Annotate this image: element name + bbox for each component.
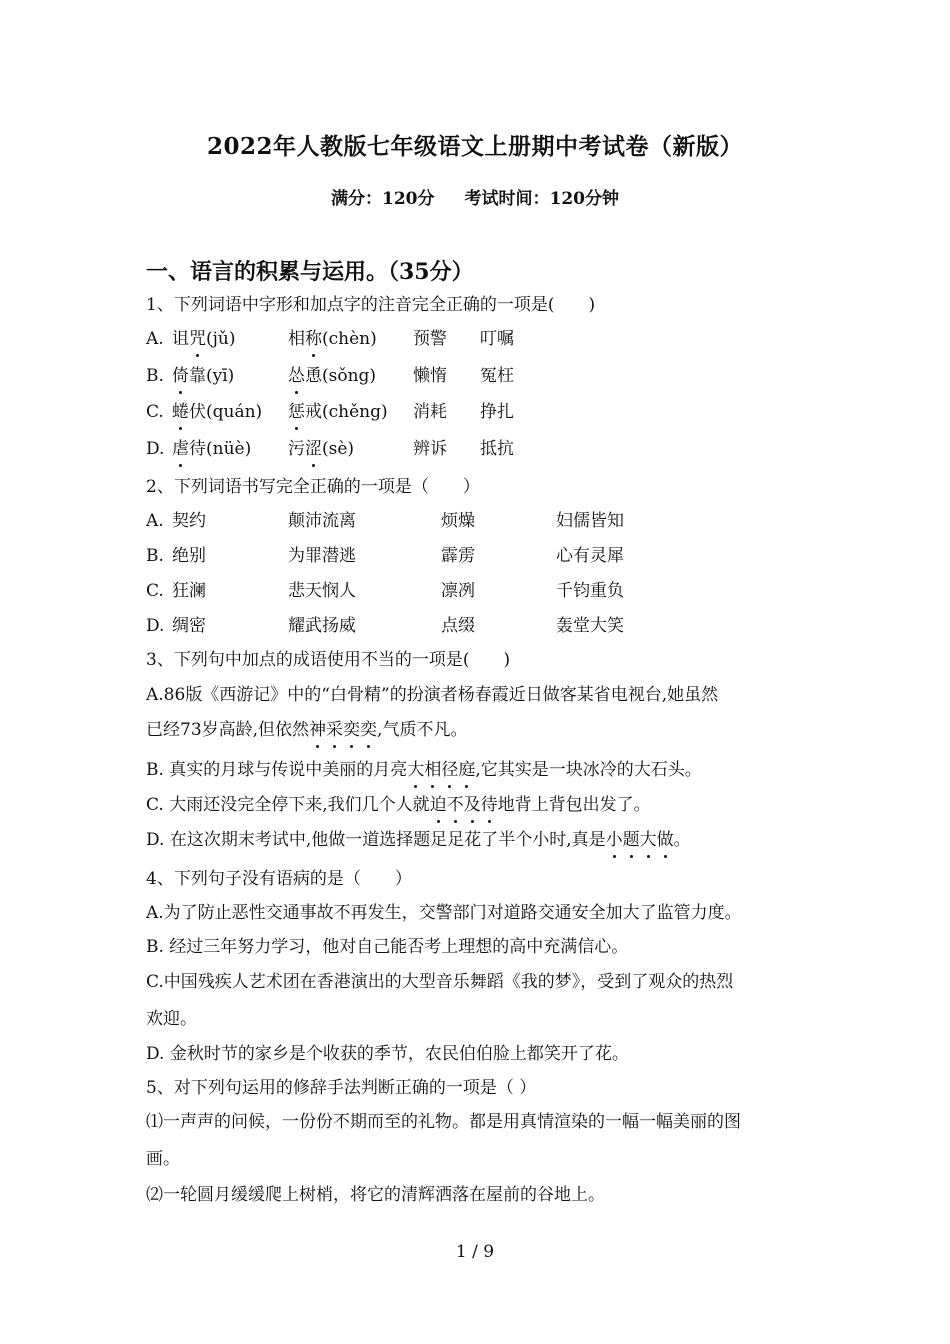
word-part: 恿 [305,366,322,386]
dotted-char: 不 [446,795,464,815]
word-part: 待 [189,439,206,459]
dotted-char: 怂 [288,366,305,386]
exam-meta [0,184,950,209]
question-3-option-a-line1: A.86版《西游记》中的“白骨精”的扮演者杨春霞近日做客某省电视台,她虽然 [146,685,719,705]
word-part: (jǔ) [206,329,236,349]
word-part: (chèn) [322,329,377,349]
dotted-char: 小 [605,830,623,850]
word-part: 诅 [172,329,189,349]
dotted-char: 迫 [429,795,447,815]
full-score: 满分：120分 [331,189,435,209]
option-word: 烦燥 [441,511,475,531]
word-part: 污 [288,439,305,459]
dotted-char: 庭 [458,760,476,780]
option-word: 凛冽 [441,581,475,601]
question-2-stem: 2、下列词语书写完全正确的一项是（ ） [146,477,480,497]
exam-time: 考试时间：120分钟 [464,189,619,209]
option-word: 辨诉 [413,439,447,459]
dotted-idiom [430,795,498,815]
dotted-char: 蜷 [172,402,189,422]
question-4-stem: 4、下列句子没有语病的是（ ） [146,869,412,889]
word-part: 戒 [305,402,322,422]
question-3-option-d: D. 在这次期末考试中,他做一道选择题足足花了半个小时,真是小题大做。 [146,830,691,850]
option-letter: A. [146,329,164,349]
word-part: 伏 [189,402,206,422]
question-1-stem: 1、下列词语中字形和加点字的注音完全正确的一项是( ) [146,295,596,315]
dotted-char: 奕 [360,720,378,740]
option-word [172,401,262,423]
question-4-option-b: B. 经过三年努力学习，他对自己能否考上理想的高中充满信心。 [146,937,629,957]
option-word: 轰堂大笑 [556,616,624,636]
option-word: 耀武扬威 [288,616,356,636]
word-part: (chěng) [322,402,388,422]
dotted-char: 咒 [189,329,206,349]
option-word: 冤枉 [480,366,514,386]
option-word [172,438,251,460]
dotted-char: 采 [326,720,344,740]
option-word [288,401,388,423]
option-word [288,365,376,387]
dotted-char: 及 [463,795,481,815]
word-part: 靠 [189,366,206,386]
option-word: 霹雳 [441,546,475,566]
question-3-option-a-line2: 已经73岁高龄,但依然神采奕奕,气质不凡。 [146,720,468,740]
question-5-stem: 5、对下列句运用的修辞手法判断正确的一项是（ ） [146,1078,537,1098]
question-5-sentence-2: ⑵一轮圆月缓缓爬上树梢，将它的清辉洒落在屋前的谷地上。 [146,1185,605,1205]
dotted-char: 题 [622,830,640,850]
option-word [288,438,354,460]
option-letter: A. [146,511,164,531]
option-word [172,365,234,387]
dotted-char: 惩 [288,402,305,422]
option-letter: D. [146,439,165,459]
question-4-option-a: A.为了防止恶性交通事故不再发生，交警部门对道路交通安全加大了监管力度。 [146,903,742,923]
question-3-option-c: C. 大雨还没完全停下来,我们几个人就迫不及待地背上背包出发了。 [146,795,651,815]
question-4-option-c-line1: C.中国残疾人艺术团在香港演出的大型音乐舞蹈《我的梦》，受到了观众的热烈 [146,972,734,992]
page-number: 1 / 9 [455,1242,495,1262]
dotted-char: 奕 [343,720,361,740]
section-heading: 一、语言的积累与运用。（35分） [146,259,474,285]
option-letter: B. [146,546,164,566]
dotted-char: 待 [480,795,498,815]
word-part: (yī) [206,366,235,386]
option-letter: D. [146,616,165,636]
option-letter: B. [146,366,164,386]
option-letter: C. [146,402,164,422]
dotted-char: 虐 [172,439,189,459]
option-word: 懒惰 [413,366,447,386]
option-word: 悲天悯人 [288,581,356,601]
dotted-char: 大 [639,830,657,850]
word-part: (sè) [322,439,355,459]
option-word: 千钧重负 [556,581,624,601]
option-word [172,328,235,350]
option-word: 妇儒皆知 [556,511,624,531]
dotted-char: 大 [407,760,425,780]
option-letter: C. [146,581,164,601]
question-5-sentence-1-line1: ⑴一声声的问候，一份份不期而至的礼物。都是用真情渲染的一幅一幅美丽的图 [146,1112,741,1132]
dotted-char: 涩 [305,439,322,459]
question-4-option-c-line2: 欢迎。 [146,1009,197,1029]
dotted-char: 做 [656,830,674,850]
word-part: 相 [288,329,305,349]
option-word [288,328,377,350]
option-word: 叮嘱 [480,329,514,349]
question-4-option-d: D. 金秋时节的家乡是个收获的季节，农民伯伯脸上都笑开了花。 [146,1044,629,1064]
option-word: 为罪潜逃 [288,546,356,566]
dotted-idiom [309,720,377,740]
option-word: 挣扎 [480,402,514,422]
dotted-char: 倚 [172,366,189,386]
option-word: 绝别 [172,546,206,566]
option-word: 预警 [413,329,447,349]
word-part: (sǒng) [322,366,377,386]
option-word: 点缀 [441,616,475,636]
dotted-idiom [606,830,674,850]
word-part: (quán) [206,402,263,422]
option-word: 绸密 [172,616,206,636]
option-word: 狂澜 [172,581,206,601]
word-part: (nüè) [206,439,252,459]
option-word: 抵抗 [480,439,514,459]
dotted-char: 径 [441,760,459,780]
question-5-sentence-1-line2: 画。 [146,1149,180,1169]
option-word: 心有灵犀 [556,546,624,566]
dotted-char: 相 [424,760,442,780]
dotted-char: 神 [309,720,327,740]
option-word: 契约 [172,511,206,531]
question-3-option-b: B. 真实的月球与传说中美丽的月亮大相径庭,它其实是一块冰冷的大石头。 [146,760,702,780]
page-title: 2022年人教版七年级语文上册期中考试卷（新版） [206,133,743,160]
dotted-char: 称 [305,329,322,349]
option-word: 消耗 [413,402,447,422]
question-3-stem: 3、下列句中加点的成语使用不当的一项是( ) [146,650,511,670]
dotted-idiom [407,760,475,780]
option-word: 颠沛流离 [288,511,356,531]
